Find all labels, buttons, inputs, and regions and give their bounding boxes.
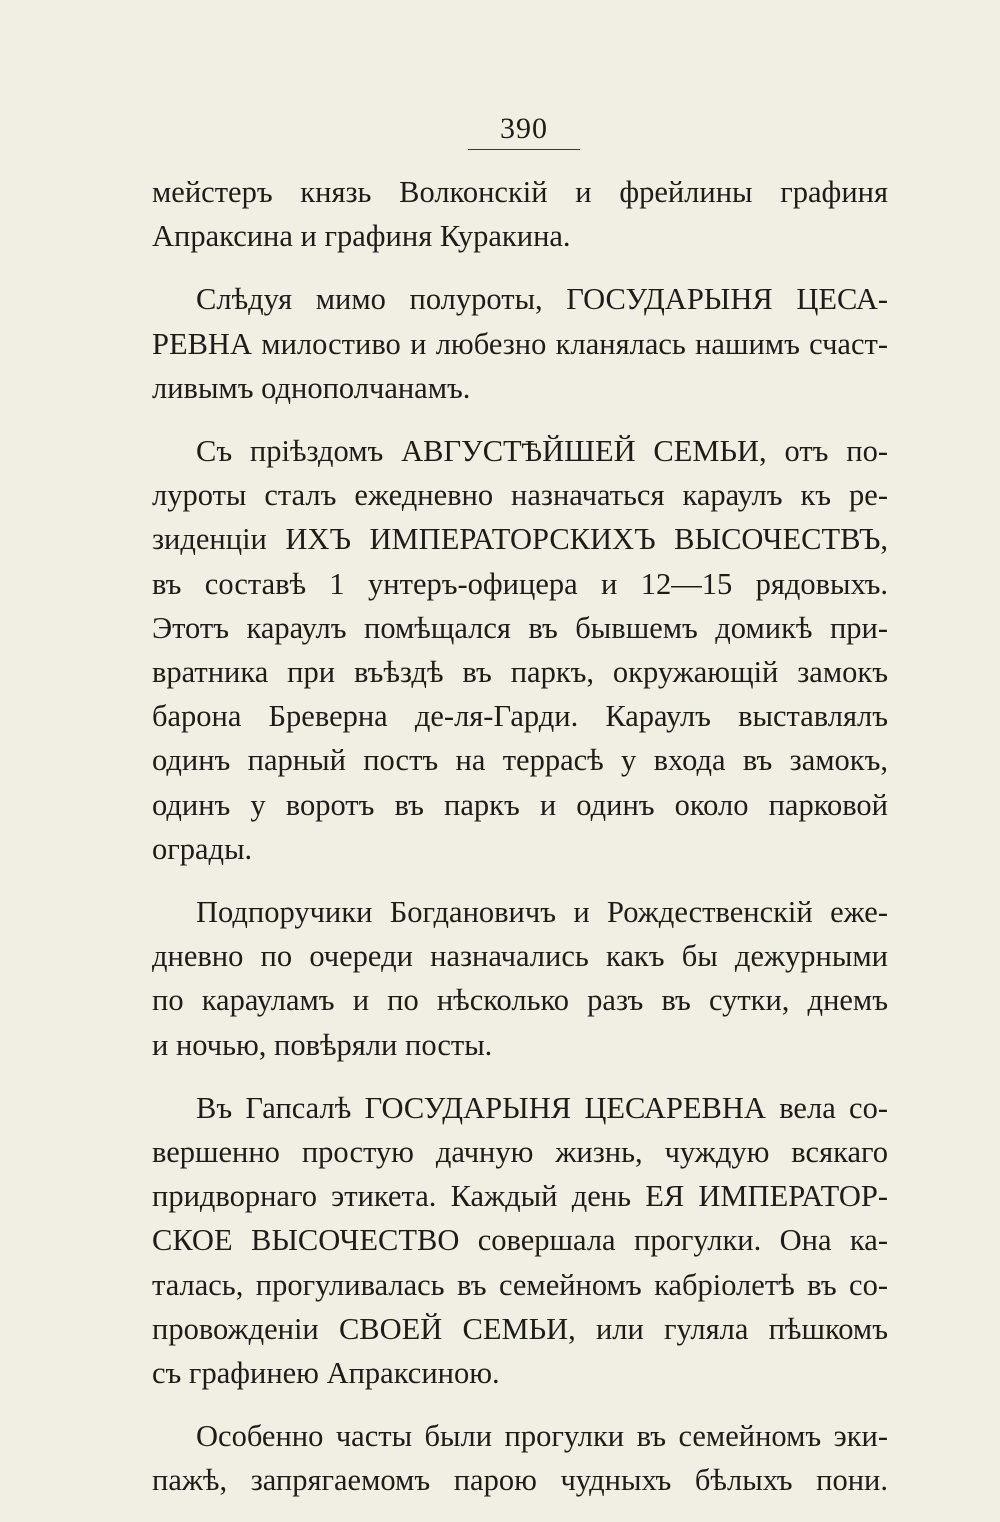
page-header [468,112,580,146]
paragraph [152,890,888,1067]
header-rule [468,149,580,150]
paragraph [152,277,888,410]
paragraph [152,170,888,258]
text-line: Подпоручики Богдановичъ и Рождественскій еже- [196,895,888,930]
text-line: ограды. [152,831,253,866]
text-line: Слѣдуя мимо полуроты, ГОСУДАРЫНЯ ЦЕСА- [196,282,888,317]
text-line: РЕВНА милостиво и любезно кланялась нашимъ счаст- [152,326,888,361]
text-line: съ графинею Апраксиною. [152,1356,500,1391]
text-line: барона Бреверна де-ля-Гарди. Караулъ выставлялъ [152,699,888,734]
text-line: одинъ у воротъ въ паркъ и одинъ около парковой [152,787,888,822]
text-line: Этотъ караулъ помѣщался въ бывшемъ домикѣ при- [152,610,888,645]
text-line: пажѣ, запрягаемомъ парою чудныхъ бѣлыхъ пони. [152,1463,888,1498]
text-line: СКОЕ ВЫСОЧЕСТВО совершала прогулки. Она ка- [152,1223,888,1258]
text-line: талась, прогуливалась въ семейномъ кабріолетѣ въ со- [152,1267,888,1302]
text-line: и ночью, повѣряли посты. [152,1027,493,1062]
text-line: вратника при въѣздѣ въ паркъ, окружающій замокъ [152,655,888,690]
text-line: вершенно простую дачную жизнь, чуждую всякаго [152,1135,888,1170]
text-line: луроты сталъ ежедневно назначаться караулъ къ ре- [152,478,888,513]
text-line: Апраксина и графиня Куракина. [152,219,571,254]
text-line: по карауламъ и по нѣсколько разъ въ сутки, днемъ [152,983,888,1018]
paragraph [152,1086,888,1395]
text-line: придворнаго этикета. Каждый день ЕЯ ИМПЕРАТОР- [152,1179,888,1214]
body-text [152,170,888,1522]
text-line: въ составѣ 1 унтеръ-офицера и 12—15 рядовыхъ. [152,566,888,601]
text-line: Съ пріѣздомъ АВГУСТѢЙШЕЙ СЕМЬИ, отъ по- [196,434,888,469]
text-line: Въ Гапсалѣ ГОСУДАРЫНЯ ЦЕСАРЕВНА вела со- [196,1090,888,1125]
text-line: дневно по очереди назначались какъ бы дежурными [152,939,888,974]
text-line: Особенно часты были прогулки въ семейномъ эки- [196,1419,888,1454]
paragraph [152,1414,888,1502]
text-line: ливымъ однополчанамъ. [152,370,471,405]
text-line: провожденіи СВОЕЙ СЕМЬИ, или гуляла пѣшкомъ [152,1311,888,1346]
text-line: зиденціи ИХЪ ИМПЕРАТОРСКИХЪ ВЫСОЧЕСТВЪ, [152,522,888,557]
text-line: мейстеръ князь Волконскій и фрейлины графиня [152,175,888,209]
text-line: одинъ парный постъ на террасѣ у входа въ замокъ, [152,743,888,778]
page-number: 390 [500,112,548,145]
paragraph [152,429,888,871]
